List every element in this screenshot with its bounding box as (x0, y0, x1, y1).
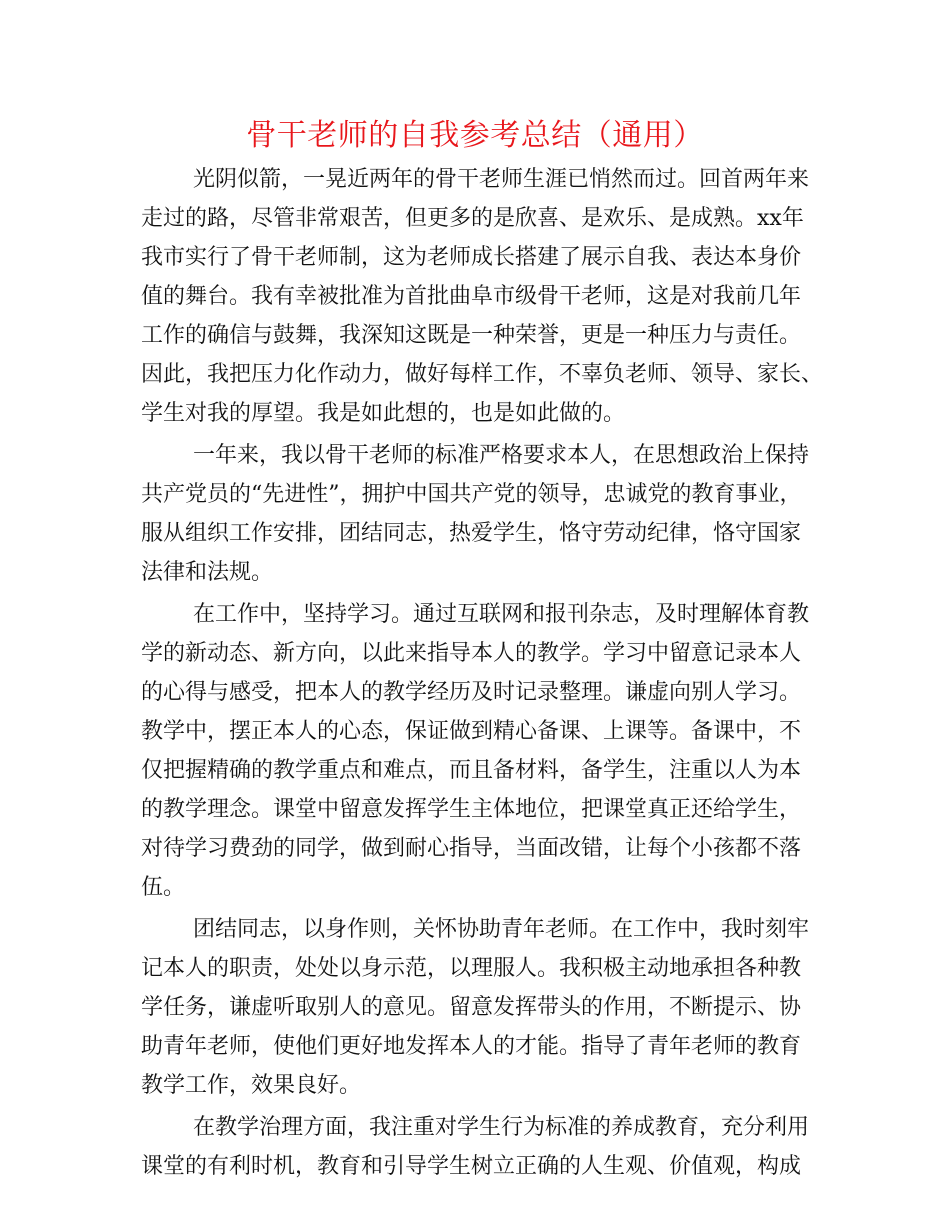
body-line: 课堂的有利时机，教育和引导学生树立正确的人生观、价值观，构成 (141, 1154, 802, 1179)
body-line: 教学中，摆正本人的心态，保证做到精心备课、上课等。备课中，不 (141, 719, 802, 744)
body-line: 学生对我的厚望。我是如此想的，也是如此做的。 (141, 401, 626, 426)
body-line: 法律和法规。 (141, 560, 274, 585)
body-line: 在工作中，坚持学习。通过互联网和报刊杂志，及时理解体育教 (193, 602, 810, 627)
body-line: 仅把握精确的教学重点和难点，而且备材料，备学生，注重以人为本 (141, 758, 802, 783)
body-line: 的教学理念。课堂中留意发挥学生主体地位，把课堂真正还给学生， (141, 797, 802, 822)
body-line: 值的舞台。我有幸被批准为首批曲阜市级骨干老师，这是对我前几年 (141, 284, 802, 309)
body-line: 记本人的职责，处处以身示范，以理服人。我积极主动地承担各种教 (141, 956, 802, 981)
body-line: 助青年老师，使他们更好地发挥本人的才能。指导了青年老师的教育 (141, 1034, 802, 1059)
document-title: 骨干老师的自我参考总结（通用） (246, 118, 704, 153)
body-line: 服从组织工作安排，团结同志，热爱学生，恪守劳动纪律，恪守国家 (141, 521, 802, 546)
body-line: 学的新动态、新方向，以此来指导本人的教学。学习中留意记录本人 (141, 641, 802, 666)
body-line: 一年来，我以骨干老师的标准严格要求本人，在思想政治上保持 (193, 443, 810, 468)
body-line: 我市实行了骨干老师制，这为老师成长搭建了展示自我、表达本身价 (141, 245, 802, 270)
body-line: 教学工作，效果良好。 (141, 1073, 362, 1098)
body-line: 因此，我把压力化作动力，做好每样工作，不辜负老师、领导、家长、 (141, 362, 824, 387)
body-line: 在教学治理方面，我注重对学生行为标准的养成教育，充分利用 (193, 1115, 810, 1140)
body-line: 团结同志，以身作则，关怀协助青年老师。在工作中，我时刻牢 (193, 917, 810, 942)
body-line: 共产党员的“先进性”，拥护中国共产党的领导，忠诚党的教育事业， (141, 482, 802, 507)
body-line: 工作的确信与鼓舞，我深知这既是一种荣誉，更是一种压力与责任。 (141, 323, 802, 348)
body-line: 光阴似箭，一晃近两年的骨干老师生涯已悄然而过。回首两年来 (193, 167, 810, 192)
body-line: 学任务，谦虚听取别人的意见。留意发挥带头的作用，不断提示、协 (141, 995, 802, 1020)
body-line: 伍。 (141, 875, 186, 900)
body-line: 的心得与感受，把本人的教学经历及时记录整理。谦虚向别人学习。 (141, 680, 802, 705)
body-line: 走过的路，尽管非常艰苦，但更多的是欣喜、是欢乐、是成熟。xx年 (141, 206, 804, 231)
body-line: 对待学习费劲的同学，做到耐心指导，当面改错，让每个小孩都不落 (141, 836, 802, 861)
document-body (141, 160, 824, 1186)
